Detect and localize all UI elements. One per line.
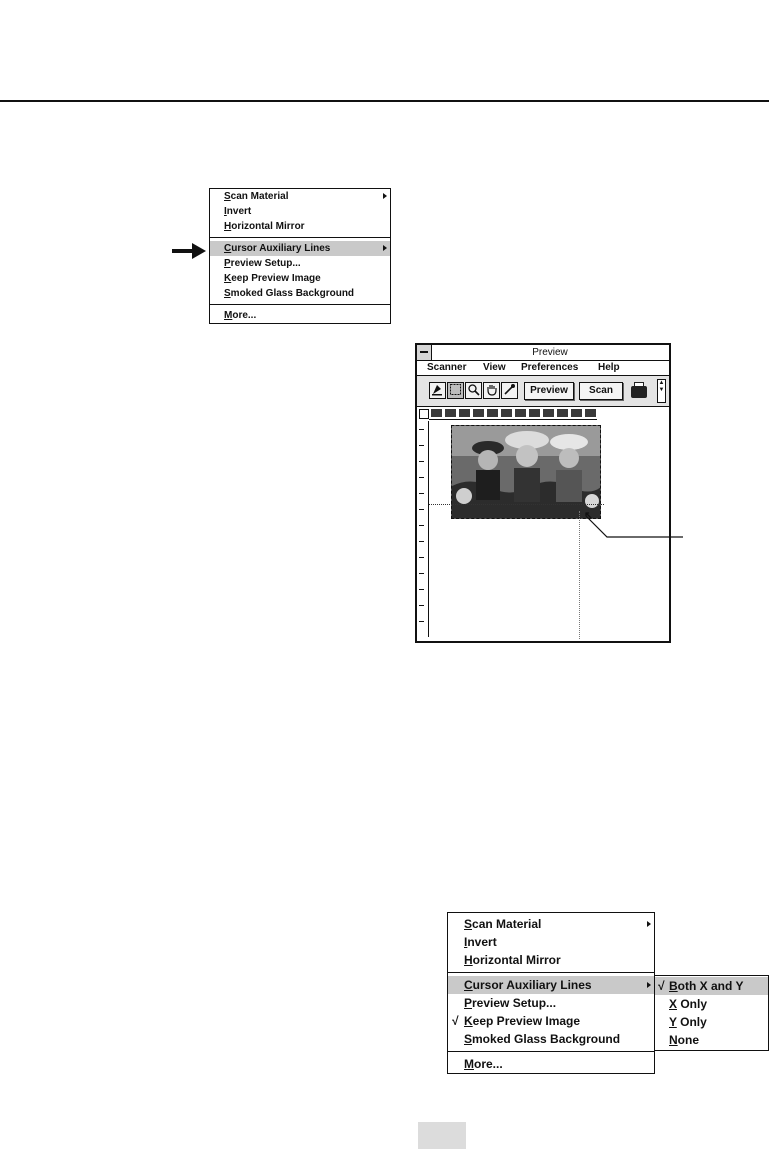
triangle-right-icon xyxy=(383,193,387,199)
menu-item-label: can Material xyxy=(230,191,289,202)
menu-item-label: eep Preview Image xyxy=(231,273,321,284)
menu-item-mnemonic: H xyxy=(464,953,473,967)
menu-item-mnemonic: X xyxy=(669,997,678,1011)
menu-separator xyxy=(448,972,654,973)
menu-item-mnemonic: P xyxy=(224,258,231,269)
menu-item-label: nvert xyxy=(467,935,497,949)
menu-item-mnemonic: S xyxy=(464,917,473,931)
menu-item-mnemonic: K xyxy=(224,273,232,284)
menu-item-mnemonic: B xyxy=(669,979,678,993)
hand-tool-icon[interactable] xyxy=(483,382,500,399)
menu-separator xyxy=(448,1051,654,1052)
preview-window xyxy=(415,343,671,643)
toolbar-scroll[interactable]: ▲ ▼ xyxy=(657,379,666,403)
menu-item-keep-preview-image[interactable] xyxy=(448,1012,654,1030)
arrow-right-icon xyxy=(172,243,206,259)
menu-item-mnemonic: C xyxy=(224,243,232,254)
menu-item-mnemonic: S xyxy=(464,1032,473,1046)
menu-item-cursor-auxiliary-lines[interactable] xyxy=(210,241,390,256)
menu-item-label: ursor Auxiliary Lines xyxy=(472,978,592,992)
ruler-horizontal xyxy=(429,409,597,420)
system-menu-button[interactable] xyxy=(417,345,432,360)
triangle-right-icon xyxy=(647,982,651,988)
menu-item-horizontal-mirror[interactable] xyxy=(448,951,654,969)
menu-separator xyxy=(210,237,390,238)
menu-item-label: moked Glass Background xyxy=(230,288,355,299)
zoom-tool-icon[interactable] xyxy=(465,382,482,399)
menu-item-mnemonic: S xyxy=(224,191,231,202)
menu-item-mnemonic: I xyxy=(464,935,468,949)
context-menu-top xyxy=(209,188,391,324)
printer-icon[interactable] xyxy=(631,386,647,398)
menu-item-label: review Setup... xyxy=(230,258,301,269)
ruler-vertical xyxy=(419,421,429,637)
select-area-tool-icon[interactable] xyxy=(447,382,464,399)
menu-item-label: oth X and Y xyxy=(677,979,744,993)
ruler-corner xyxy=(419,409,429,419)
toolbar xyxy=(417,376,669,407)
top-rule xyxy=(0,100,769,102)
menu-item-smoked-glass-background[interactable] xyxy=(210,286,390,301)
menu-bar xyxy=(417,361,669,376)
window-title: Preview xyxy=(532,347,568,358)
cursor-auxiliary-line-y xyxy=(579,511,580,639)
menu-item-scan-material[interactable] xyxy=(448,915,654,933)
menu-item-label: orizontal Mirror xyxy=(231,221,305,232)
menu-item-mnemonic: M xyxy=(224,310,233,321)
menu-item-invert[interactable] xyxy=(448,933,654,951)
menu-item-y-only[interactable] xyxy=(655,1013,768,1031)
title-bar xyxy=(417,345,669,361)
cursor-arrow-icon: ↖ xyxy=(584,510,594,522)
menu-item-scan-material[interactable] xyxy=(210,189,390,204)
menu-item-mnemonic: N xyxy=(669,1033,678,1047)
preview-button[interactable]: Preview xyxy=(524,382,574,400)
menu-help[interactable]: Help xyxy=(598,362,620,373)
menu-item-label: Only xyxy=(676,1015,707,1029)
scanner-tool-icon[interactable] xyxy=(429,382,446,399)
menu-item-mnemonic: H xyxy=(224,221,232,232)
menu-item-mnemonic: K xyxy=(464,1014,473,1028)
menu-item-horizontal-mirror[interactable] xyxy=(210,219,390,234)
triangle-right-icon xyxy=(647,921,651,927)
menu-item-mnemonic: M xyxy=(464,1057,474,1071)
menu-item-preview-setup[interactable] xyxy=(210,256,390,271)
menu-item-smoked-glass-background[interactable] xyxy=(448,1030,654,1048)
menu-separator xyxy=(210,304,390,305)
menu-view[interactable]: View xyxy=(483,362,506,373)
menu-preferences[interactable]: Preferences xyxy=(521,362,579,373)
menu-item-more[interactable] xyxy=(448,1055,654,1073)
menu-item-label: eep Preview Image xyxy=(472,1014,581,1028)
preview-canvas[interactable] xyxy=(417,407,669,641)
menu-item-mnemonic: S xyxy=(224,288,231,299)
menu-item-label: one xyxy=(677,1033,700,1047)
menu-item-label: ursor Auxiliary Lines xyxy=(231,243,331,254)
menu-item-cursor-auxiliary-lines[interactable] xyxy=(448,976,654,994)
menu-item-both-x-and-y[interactable] xyxy=(655,977,768,995)
cursor-auxiliary-line-x xyxy=(429,504,604,505)
menu-item-mnemonic: Y xyxy=(669,1015,677,1029)
menu-item-invert[interactable] xyxy=(210,204,390,219)
scan-button[interactable]: Scan xyxy=(579,382,623,400)
menu-item-x-only[interactable] xyxy=(655,995,768,1013)
triangle-right-icon xyxy=(383,245,387,251)
cursor-auxiliary-lines-submenu xyxy=(654,975,769,1051)
menu-item-label: can Material xyxy=(472,917,542,931)
menu-item-label: nvert xyxy=(226,206,252,217)
menu-item-label: ore... xyxy=(232,310,257,321)
context-menu-bottom xyxy=(447,912,655,1074)
menu-item-label: review Setup... xyxy=(472,996,557,1010)
menu-item-mnemonic: P xyxy=(464,996,473,1010)
menu-scanner[interactable]: Scanner xyxy=(427,362,467,373)
menu-item-label: ore... xyxy=(474,1057,503,1071)
check-icon: √ xyxy=(658,979,665,993)
page-number-box xyxy=(418,1122,466,1149)
menu-item-label: Only xyxy=(677,997,708,1011)
menu-item-label: moked Glass Background xyxy=(472,1032,621,1046)
menu-item-more[interactable] xyxy=(210,308,390,323)
menu-item-preview-setup[interactable] xyxy=(448,994,654,1012)
eyedropper-tool-icon[interactable] xyxy=(501,382,518,399)
menu-item-label: orizontal Mirror xyxy=(472,953,561,967)
check-icon: √ xyxy=(452,1014,459,1028)
menu-item-none[interactable] xyxy=(655,1031,768,1049)
menu-item-keep-preview-image[interactable] xyxy=(210,271,390,286)
menu-item-mnemonic: I xyxy=(224,206,227,217)
menu-item-mnemonic: C xyxy=(464,978,473,992)
